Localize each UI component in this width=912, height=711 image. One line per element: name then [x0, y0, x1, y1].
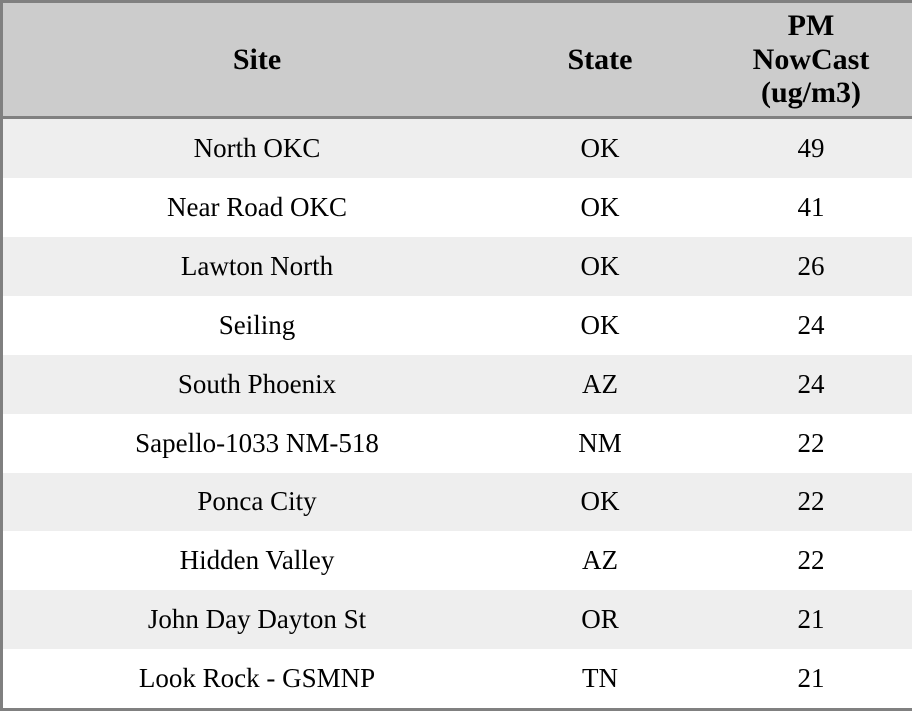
cell-site: Sapello-1033 NM-518	[3, 414, 511, 473]
cell-site: Seiling	[3, 296, 511, 355]
table-row	[3, 531, 912, 590]
cell-state: TN	[511, 649, 689, 708]
table-row	[3, 473, 912, 532]
cell-site: John Day Dayton St	[3, 590, 511, 649]
table-row	[3, 355, 912, 414]
table-row	[3, 649, 912, 708]
table-header-row	[3, 3, 912, 117]
cell-site: Lawton North	[3, 237, 511, 296]
table-body	[3, 117, 912, 708]
cell-value: 22	[689, 531, 912, 590]
table-header	[3, 3, 912, 117]
cell-state: OK	[511, 237, 689, 296]
column-header-pm-line2: NowCast	[752, 42, 870, 76]
cell-value: 22	[689, 414, 912, 473]
cell-state: NM	[511, 414, 689, 473]
table-row	[3, 296, 912, 355]
cell-value: 26	[689, 237, 912, 296]
column-header-pm-line3: (ug/m3)	[761, 76, 861, 110]
column-header-site: Site	[3, 3, 511, 117]
cell-state: OK	[511, 117, 689, 178]
table-row	[3, 117, 912, 178]
cell-value: 41	[689, 178, 912, 237]
cell-value: 49	[689, 117, 912, 178]
cell-site: South Phoenix	[3, 355, 511, 414]
column-header-state: State	[511, 3, 689, 117]
cell-site: Ponca City	[3, 473, 511, 532]
cell-value: 21	[689, 590, 912, 649]
cell-state: OR	[511, 590, 689, 649]
cell-state: OK	[511, 296, 689, 355]
cell-value: 21	[689, 649, 912, 708]
table-row	[3, 590, 912, 649]
cell-value: 24	[689, 355, 912, 414]
cell-site: North OKC	[3, 117, 511, 178]
air-quality-table	[3, 3, 912, 708]
cell-value: 22	[689, 473, 912, 532]
cell-state: OK	[511, 473, 689, 532]
table-row	[3, 178, 912, 237]
cell-site: Near Road OKC	[3, 178, 511, 237]
cell-site: Look Rock - GSMNP	[3, 649, 511, 708]
cell-site: Hidden Valley	[3, 531, 511, 590]
cell-state: AZ	[511, 355, 689, 414]
column-header-pm-nowcast	[689, 3, 912, 117]
cell-state: OK	[511, 178, 689, 237]
cell-state: AZ	[511, 531, 689, 590]
cell-value: 24	[689, 296, 912, 355]
column-header-pm-line1: PM	[787, 9, 835, 42]
table-row	[3, 414, 912, 473]
table-row	[3, 237, 912, 296]
